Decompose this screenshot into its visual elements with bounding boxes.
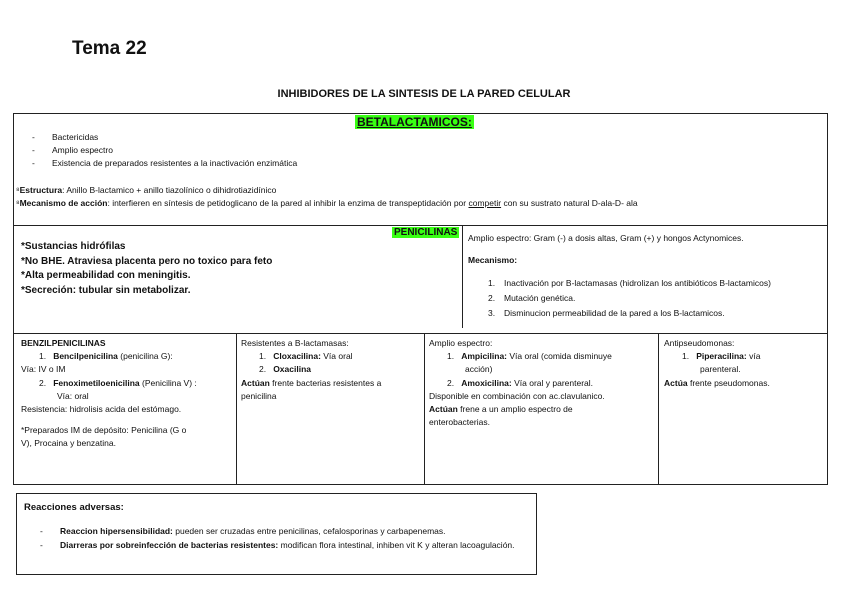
penicilinas-properties (21, 240, 272, 298)
penicilinas-heading (392, 227, 459, 238)
list-item: *Secreción: tubular sin metabolizar. (21, 284, 191, 296)
drug-name: Bencilpenicilina (53, 351, 118, 362)
drug-name: Fenoximetiloenicilina (53, 377, 140, 388)
item-number: 1. (488, 278, 496, 288)
item-text: Disminucion permeabilidad de la pared a los B-lactamicos. (504, 308, 725, 318)
reaction-name: Diarreras por sobreinfección de bacterias resistentes: (60, 540, 279, 550)
column-divider (424, 333, 425, 485)
actuan-text-2: enterobacterias. (429, 417, 490, 428)
penicilinas-mecanismo-label: Mecanismo: (468, 255, 518, 265)
item-number: 2. (447, 377, 455, 388)
estructura-line: ⁸Estructura: Anillo B-lactamico + anillo tiazolínico o dihidrotiazidínico (16, 185, 277, 195)
penicilinas-heading-text: PENICILINAS (394, 227, 458, 238)
mecanismo-label: Mecanismo de acción (19, 198, 108, 208)
actuan-line (429, 403, 655, 416)
adverse-reactions-title: Reacciones adversas: (24, 502, 124, 513)
list-item: *Alta permeabilidad con meningitis. (21, 270, 191, 281)
drug-note: Vía oral (comida disminuye (507, 351, 612, 362)
drug-name: Piperacilina: (696, 351, 747, 362)
mecanismo-text: : interfieren en síntesis de petidoglicano de la pared al inhibir la enzima de transpeptidación por (107, 198, 469, 208)
list-item: - Existencia de preparados resistentes a la inactivación enzimática (32, 158, 298, 168)
item-number: 1. (259, 351, 267, 362)
actua-line (664, 377, 824, 390)
actuan-text-2: penicilina (241, 390, 277, 401)
mecanismo-underlined: competir (468, 198, 502, 208)
actuan-label: Actúan (429, 404, 458, 415)
drug-note: (penicilina G): (117, 351, 173, 362)
column-header: Antipseudomonas: (664, 338, 735, 348)
list-item: *No BHE. Atraviesa placenta pero no toxico para feto (21, 255, 273, 267)
item-number: 3. (488, 308, 496, 318)
list-item: - Reaccion hipersensibilidad: pueden ser cruzadas entre penicilinas, cefalosporinas y carbapenemas. (40, 526, 446, 536)
drug-note-2: acción) (465, 364, 493, 375)
list-item (241, 363, 421, 376)
actuan-label: Actúan (241, 377, 270, 388)
page-title: Tema 22 (72, 38, 147, 59)
list-item: - Amplio espectro (32, 145, 113, 155)
reaction-text: pueden ser cruzadas entre penicilinas, cefalosporinas y carbapenemas. (172, 526, 446, 536)
betalactamicos-heading-text: BETALACTAMICOS: (357, 115, 472, 129)
list-item (488, 291, 771, 306)
drug-note-2: parenteral. (700, 364, 741, 375)
list-item (21, 350, 233, 363)
actuan-text: frene a un amplio espectro de (457, 404, 573, 415)
list-item: - Bactericidas (32, 132, 99, 142)
preparados-text-2: V), Procaina y benzatina. (21, 438, 116, 449)
drug-route: Vía: IV o IM (21, 364, 66, 375)
column-header: BENZILPENICILINAS (21, 338, 106, 348)
item-number: 1. (447, 351, 455, 362)
bullet-text: Bactericidas (52, 132, 99, 142)
item-number: 2. (488, 293, 496, 303)
list-item: *Sustancias hidrófilas (21, 241, 126, 252)
resistencia-text: Resistencia: hidrolisis acida del estómago. (21, 404, 182, 415)
column-divider (658, 333, 659, 485)
drug-note: (Penicilina V) : (139, 377, 197, 388)
drug-note: vía (746, 351, 761, 362)
mecanismo-text-end: con su sustrato natural D-ala-D- ala (501, 198, 638, 208)
item-text: Mutación genética. (504, 293, 576, 303)
penicilinas-divider (462, 225, 463, 328)
drug-name: Amoxicilina: (461, 377, 512, 388)
item-text: Inactivación por B-lactamasas (hidrolizan los antibióticos B-lactamicos) (504, 278, 771, 288)
estructura-text: : Anillo B-lactamico + anillo tiazolínico o dihidrotiazidínico (62, 185, 277, 195)
adverse-reactions-list (40, 524, 530, 552)
column-amplio-espectro (429, 337, 655, 429)
column-antipseudomonas (664, 337, 824, 390)
column-header: Amplio espectro: (429, 338, 493, 348)
item-number: 1. (682, 351, 690, 362)
drug-route: Vía: oral (57, 390, 89, 401)
list-item (241, 350, 421, 363)
section-subtitle: INHIBIDORES DE LA SINTESIS DE LA PARED CELULAR (277, 88, 571, 100)
actuan-line (241, 377, 421, 390)
penicilinas-spectrum: Amplio espectro: Gram (-) a dosis altas, Gram (+) y hongos Actynomices. (468, 233, 744, 243)
drug-name: Oxacilina (273, 364, 311, 375)
actua-text: frente pseudomonas. (687, 377, 770, 388)
item-number: 2. (39, 377, 47, 388)
betalactamicos-heading (355, 115, 474, 129)
list-item (664, 350, 824, 363)
column-resistentes (241, 337, 421, 403)
drug-name: Ampicilina: (461, 351, 507, 362)
estructura-label: Estructura (19, 185, 63, 195)
betalactamicos-properties (16, 184, 638, 210)
column-benzilpenicilinas (21, 337, 233, 451)
actuan-text: frente bacterias resistentes a (269, 377, 382, 388)
list-item (488, 306, 771, 321)
list-item (429, 350, 655, 363)
reaction-text: modifican flora intestinal, inhiben vit K y alteran lacoagulación. (278, 540, 515, 550)
list-item (488, 276, 771, 291)
drug-note: Vía oral y parenteral. (511, 377, 593, 388)
list-item: - Diarreras por sobreinfección de bacterias resistentes: modifican flora intestinal, inhiben vit K y alteran lacoagulación. (40, 540, 515, 550)
item-number: 1. (39, 351, 47, 362)
drug-note: Vía oral (320, 351, 353, 362)
list-item (429, 377, 655, 390)
drug-name: Cloxacilina: (273, 351, 321, 362)
bullet-text: Existencia de preparados resistentes a la inactivación enzimática (52, 158, 298, 168)
penicilinas-mechanisms (488, 276, 771, 321)
item-number: 2. (259, 364, 267, 375)
preparados-text: *Preparados IM de depósito: Penicilina (G o (21, 425, 187, 436)
reaction-name: Reaccion hipersensibilidad: (60, 526, 173, 536)
column-divider (236, 333, 237, 485)
actua-label: Actúa (664, 377, 688, 388)
list-item (21, 377, 233, 390)
bullet-text: Amplio espectro (52, 145, 113, 155)
disponible-text: Disponible en combinación con ac.clavulanico. (429, 390, 605, 401)
column-header: Resistentes a B-lactamasas: (241, 338, 349, 348)
betalactamicos-bullets (32, 131, 297, 170)
mecanismo-line: ⁸Mecanismo de acción: interfieren en síntesis de petidoglicano de la pared al inhibir la enzima de transpeptidación por competir con su sustrato natural D-ala-D- ala (16, 198, 638, 208)
